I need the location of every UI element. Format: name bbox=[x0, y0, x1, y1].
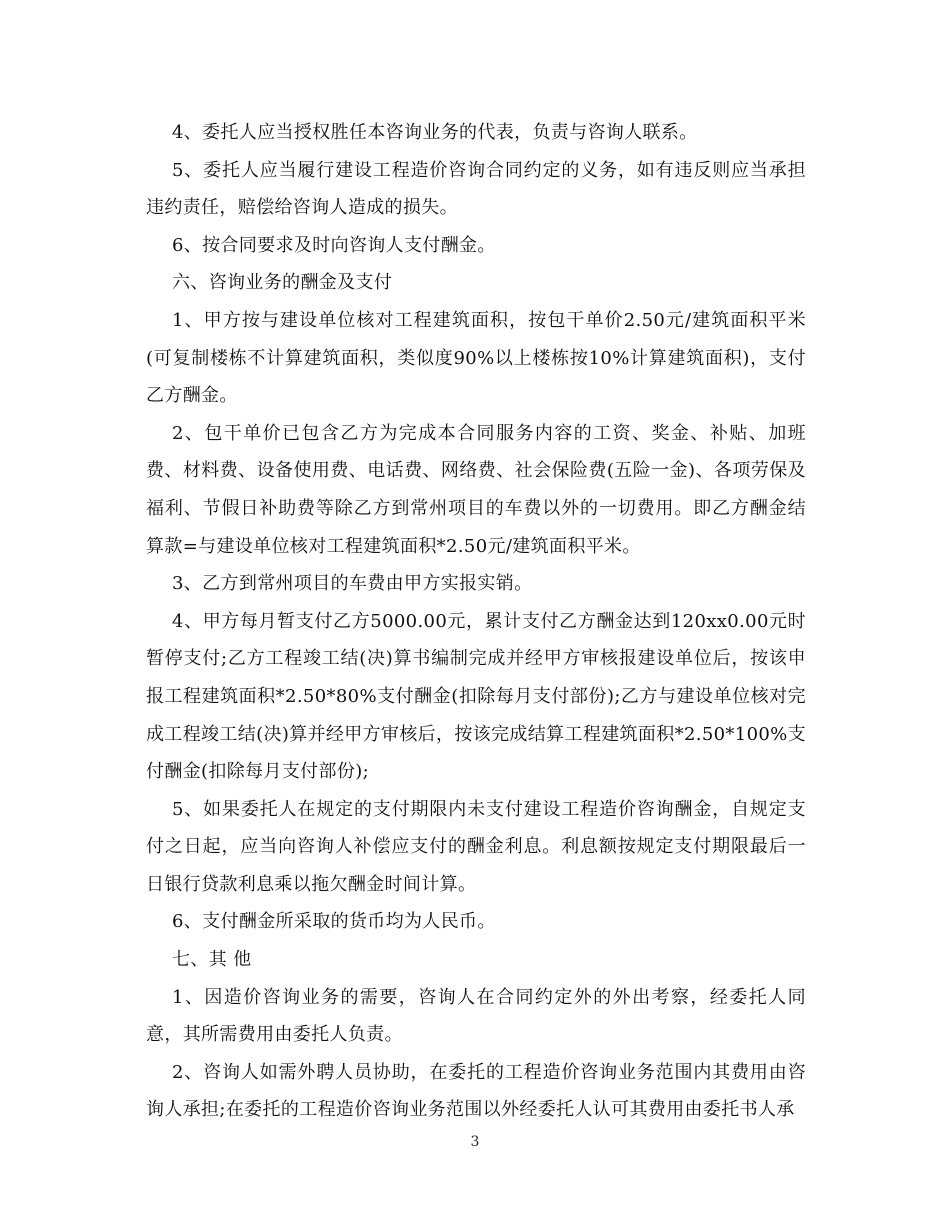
document-body bbox=[146, 114, 806, 1129]
fee-clause-4: 4、甲方每月暂支付乙方5000.00元，累计支付乙方酬金达到120xx0.00元时暂停支付;乙方工程竣工结(决)算书编制完成并经甲方审核报建设单位后，按该申报工程建筑面积*2.50*80%支付酬金(扣除每月支付部份);乙方与建设单位核对完成工程竣工结(决)算并经甲方审核后，按该完成结算工程建筑面积*2.50*100%支付酬金(扣除每月支付部份); bbox=[146, 610, 806, 783]
other-clause-1: 1、因造价咨询业务的需要，咨询人在合同约定外的外出考察，经委托人同意，其所需费用由委托人负责。 bbox=[146, 986, 806, 1046]
clause-4-representative: 4、委托人应当授权胜任本咨询业务的代表，负责与咨询人联系。 bbox=[172, 122, 698, 143]
fee-clause-5: 5、如果委托人在规定的支付期限内未支付建设工程造价咨询酬金，自规定支付之日起，应当向咨询人补偿应支付的酬金利息。利息额按规定支付期限最后一日银行贷款利息乘以拖欠酬金时间计算。 bbox=[146, 798, 806, 895]
section-heading-fees: 六、咨询业务的酬金及支付 bbox=[172, 272, 393, 294]
other-clause-2: 2、咨询人如需外聘人员协助，在委托的工程造价咨询业务范围内其费用由咨询人承担;在委托的工程造价咨询业务范围以外经委托人认可其费用由委托书人承 bbox=[146, 1061, 806, 1121]
fee-clause-1: 1、甲方按与建设单位核对工程建筑面积，按包干单价2.50元/建筑面积平米(可复制楼栋不计算建筑面积，类似度90%以上楼栋按10%计算建筑面积)，支付乙方酬金。 bbox=[146, 309, 806, 407]
clause-6-payment-timing: 6、按合同要求及时向咨询人支付酬金。 bbox=[172, 234, 496, 256]
page-number: 3 bbox=[470, 1134, 480, 1150]
fee-clause-6: 6、支付酬金所采取的货币均为人民币。 bbox=[172, 911, 496, 933]
section-heading-other: 七、其 他 bbox=[172, 949, 252, 971]
fee-clause-3: 3、乙方到常州项目的车费由甲方实报实销。 bbox=[172, 573, 533, 595]
fee-clause-2: 2、包干单价已包含乙方为完成本合同服务内容的工资、奖金、补贴、加班费、材料费、设备使用费、电话费、网络费、社会保险费(五险一金)、各项劳保及福利、节假日补助费等除乙方到常州项目的车费以外的一切费用。即乙方酬金结算款=与建设单位核对工程建筑面积*2.50元/建筑面积平米。 bbox=[146, 422, 806, 557]
clause-5-obligations: 5、委托人应当履行建设工程造价咨询合同约定的义务，如有违反则应当承担违约责任，赔偿给咨询人造成的损失。 bbox=[146, 159, 806, 219]
